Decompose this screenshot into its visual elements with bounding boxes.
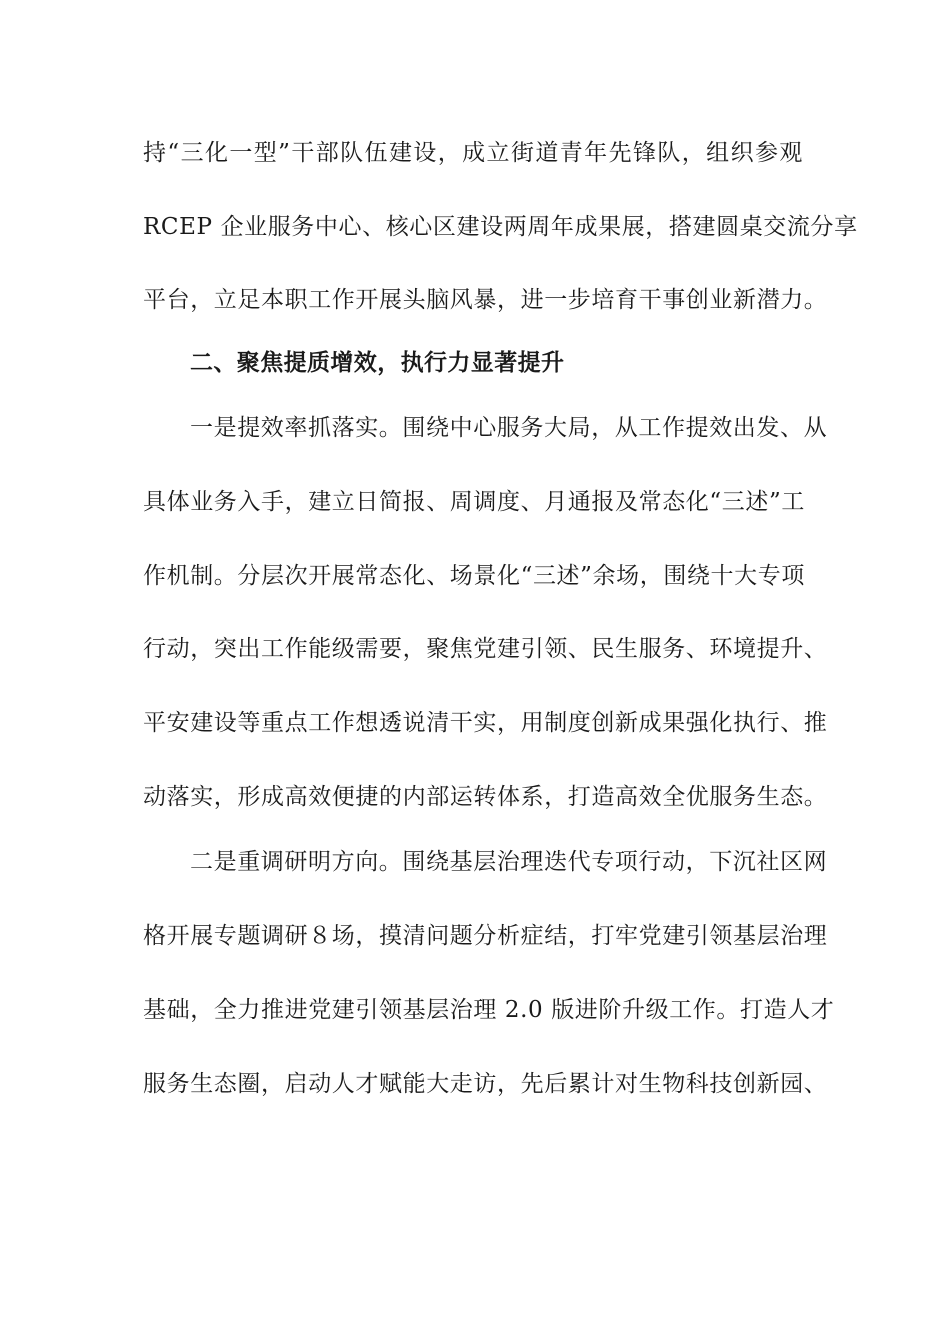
paragraph-line: 服务生态圈，启动人才赋能大走访，先后累计对生物科技创新园、 [143, 1071, 828, 1097]
paragraph-line: 平安建设等重点工作想透说清干实，用制度创新成果强化执行、推 [143, 710, 828, 736]
paragraph-line: 二是重调研明方向。围绕基层治理迭代专项行动，下沉社区网 [190, 849, 828, 875]
paragraph-line: RCEP 企业服务中心、核心区建设两周年成果展，搭建圆桌交流分享 [143, 214, 858, 240]
paragraph-line: 一是提效率抓落实。围绕中心服务大局，从工作提效出发、从 [190, 415, 828, 441]
paragraph-line: 格开展专题调研８场，摸清问题分析症结，打牢党建引领基层治理 [143, 923, 828, 949]
paragraph-line: 动落实，形成高效便捷的内部运转体系，打造高效全优服务生态。 [143, 784, 828, 810]
paragraph-line: 行动，突出工作能级需要，聚焦党建引领、民生服务、环境提升、 [143, 636, 828, 662]
paragraph-line: 作机制。分层次开展常态化、场景化“三述”余场，围绕十大专项 [143, 563, 805, 589]
paragraph-line: 具体业务入手，建立日简报、周调度、月通报及常态化“三述”工 [143, 489, 805, 515]
paragraph-line: 持“三化一型”干部队伍建设，成立街道青年先锋队，组织参观 [143, 140, 803, 166]
paragraph-line: 平台，立足本职工作开展头脑风暴，进一步培育干事创业新潜力。 [143, 287, 828, 313]
paragraph-line: 基础，全力推进党建引领基层治理 2.0 版进阶升级工作。打造人才 [143, 997, 835, 1023]
section-heading: 二、聚焦提质增效，执行力显著提升 [190, 350, 565, 376]
